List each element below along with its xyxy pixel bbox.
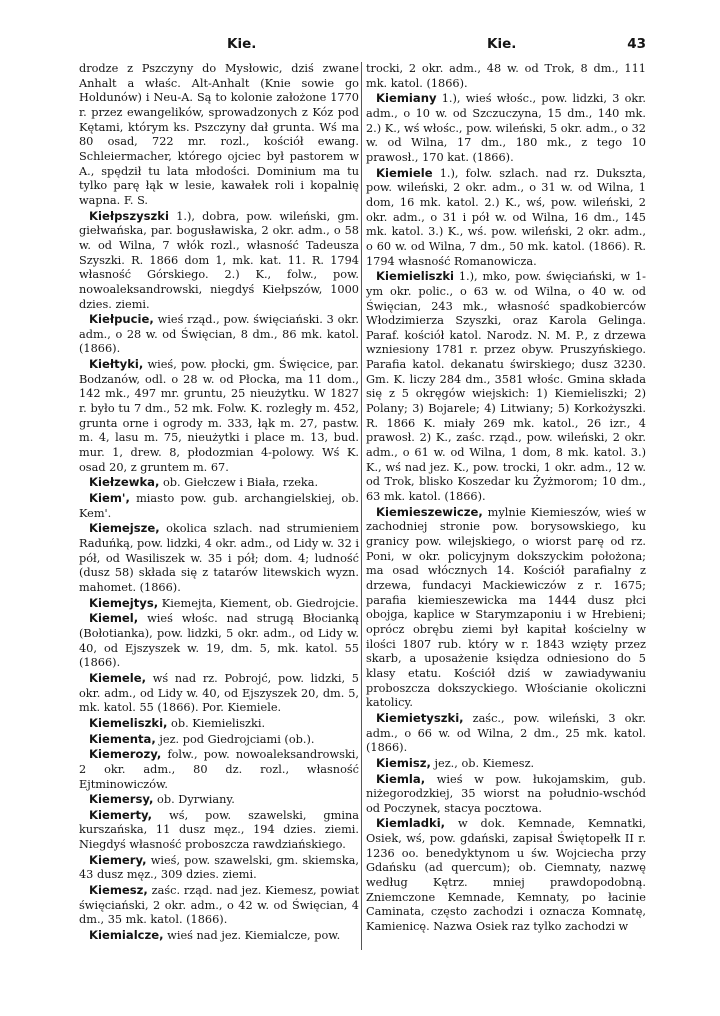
entry-text: Kiemejta, Kiement, ob. Giedrojcie. [161,596,359,610]
dictionary-entry [79,596,359,612]
dictionary-entry [79,808,359,853]
entry-text: wś nad rz. Pobrojć, pow. lidzki, 5 okr. adm., od Lidy w. 40, od Ejszyszek 20, dm. 5, mk. katol. 55 (1866). Por. Kiemiele. [79,671,359,715]
entry-headword: Kiełpucie, [89,312,154,327]
dictionary-entry [79,928,359,944]
entry-text: ob. Giełczew i Biała, rzeka. [162,476,319,490]
entry-headword: Kiemejsze, [89,521,160,536]
entry-text: w dok. Kemnade, Kemnatki, Osiek, wś, pow. gdański, zapisał Świętopełk II r. 1236 oo. benedyktynom u św. Wojciecha przy Gdańsku (ad quercum); ob. Ciemnaty, nazwę według Kętrz. mniej prawdopodobną. Zniemczone Kemnade, Kemnaty, po łacinie Caminata, często zachodzi i oznacza Komnatę, Kamienicę. Nazwa Osiek raz tylko zachodzi w [366,817,647,934]
dictionary-entry [366,756,646,772]
dictionary-entry [366,269,646,505]
dictionary-entry [79,491,359,521]
entry-text: miasto pow. gub. archangielskiej, ob. Kem'. [79,492,360,520]
entry-text: 1.), folw. szlach. nad rz. Dukszta, pow. wileński, 2 okr. adm., o 31 w. od Wilna, 1 dom, 16 mk. katol. 2.) K., wś, pow. wileński, 2 okr. adm., o 31 i pół w. od Wilna, 16 dm., 145 mk. katol. 3.) K., wś. pow. wileński, 2 okr. adm., o 60 w. od Wilna, 7 dm., 50 mk. katol. (1866). R. 1794 własność Romanowicza. [366,166,646,268]
column-divider [361,62,362,950]
entry-headword: Kiemiany [376,91,437,106]
entry-text: okolica szlach. nad strumieniem Raduńką, pow. lidzki, 4 okr. adm., od Lidy w. 32 i pół, od Wasiliszek w. 35 i pół; dom. 4; ludność (dusz 58) składa się z tatarów litewskich wyzn. mahomet. (1866). [79,522,360,594]
entry-text: trocki, 2 okr. adm., 48 w. od Trok, 8 dm., 111 mk. katol. (1866). [366,62,646,90]
entry-text: jez., ob. Kiemesz. [434,756,535,770]
dictionary-entry [79,611,359,671]
entry-text: ob. Dyrwiany. [157,793,235,807]
entry-headword: Kiemerozy, [89,747,162,762]
entry-text: mylnie Kiemieszów, wieś w zachodniej stronie pow. borysowskiego, ku granicy pow. wilejskiego, o wiorst parę od rz. Poni, w okr. policyjnym dokszyckim położona; ma osad włócznych 14. Kościół parafialny z drzewa, fundacyi Mackiewiczów z r. 1675; parafia kiemieszewicka ma 1444 dusz płci obojga, kaplice w Starymzaponiu i w Hrebieni; oprócz obrębu ziemi był kapitał kościelny w ilości 1807 rub. który w r. 1843 wzięty przez skarb, a uposażenie księdza odniesiono do 5 klasy etatu. Kościół dziś w zawiadywaniu proboszcza dokszyckiego. Włościanie okoliczni katolicy. [366,505,646,710]
dictionary-entry [79,209,359,313]
dictionary-entry [79,732,359,748]
dictionary-entry [366,505,646,711]
entry-headword: Kiemery, [89,852,147,867]
entry-headword: Kiemialcze, [89,928,164,943]
header-right-guideword: Kie. [487,36,517,52]
text-columns [79,62,646,944]
entry-text: 1.), wieś włośc., pow. lidzki, 3 okr. adm., o 10 w. od Szczuczyna, 15 dm., 140 mk. 2.) K., wś włośc., pow. wileński, 5 okr. adm., o 32 w. od Wilna, 17 dm., 180 mk., z tego 10 prawosł., 170 kat. (1866). [366,92,646,164]
entry-headword: Kiemisz, [376,755,431,770]
dictionary-entry [366,816,646,934]
dictionary-entry [79,671,359,716]
entry-text: wieś włośc. nad strugą Błocianką (Bołotianka), pow. lidzki, 5 okr. adm., od Lidy w. 40, od Ejszyszek w. 19, dm. 5, mk. katol. 55 (1866). [79,612,360,670]
entry-text: wieś, pow. szawelski, gm. skiemska, 43 dusz męz., 309 dzies. ziemi. [79,853,359,882]
left-column [79,62,359,944]
dictionary-entry [366,772,646,817]
entry-headword: Kiemeliszki, [89,715,168,730]
dictionary-entry [79,521,359,595]
entry-headword: Kiemel, [89,611,139,626]
dictionary-entry [366,711,646,756]
entry-text: zaśc. rząd. nad jez. Kiemesz, powiat święciański, 2 okr. adm., o 42 w. od Święcian, 4 dm., 35 mk. katol. (1866). [79,884,360,927]
entry-headword: Kiełzewka, [89,475,160,490]
entry-text: folw., pow. nowoaleksandrowski, 2 okr. adm., 80 dz. rozl., własność Ejtminowiczów. [79,748,359,791]
entry-headword: Kiemerty, [89,807,153,822]
entry-headword: Kiemesz, [89,883,148,898]
entry-text: drodze z Pszczyny do Mysłowic, dziś zwane Anhalt a właśc. Alt-Anhalt (Knie sowie go Holdunów) i Neu-A. Są to kolonie założone 1770 r. przez ewangelików, sprowadzonych z Kóz pod Kętami, którym ks. Pszczyny dał grunta. Wś ma 80 osad, 722 mr. rozl., kościół ewang. Schleiermacher, którego ojciec był pastorem w A., spędził tu lata młodości. Dominium ma tu tylko parę łąk w lesie, kawałek roli i kopalnię wapna. F. S. [79,62,359,207]
entry-text: ob. Kiemieliszki. [171,716,266,730]
dictionary-entry [79,312,359,357]
dictionary-entry [79,62,359,209]
entry-text: zaśc., pow. wileński, 3 okr. adm., o 66 w. od Wilna, 2 dm., 25 mk. katol. (1866). [366,711,646,755]
dictionary-entry [366,166,646,270]
dictionary-entry [79,475,359,491]
dictionary-entry [79,716,359,732]
header-left-guideword: Kie. [227,36,257,52]
entry-headword: Kiemersy, [89,792,154,807]
entry-text: 1.), mko, pow. święciański, w 1-ym okr. polic., o 63 w. od Wilna, o 40 w. od Święcian, 243 mk., własność spadkobierców Włodzimierza Szyszki, oraz Karola Gelinga. Paraf. kościół katol. Narodz. N. M. P., z drzewa wzniesiony 1781 r. przez obyw. Pruszyńskiego. Parafia katol. dekanatu świrskiego; dusz 3230. Gm. K. liczy 284 dm., 3581 włośc. Gmina składa się z 5 okręgów wiejskich: 1) Kiemieliszki; 2) Polany; 3) Bojarele; 4) Litwiany; 5) Korkożyszki. R. 1866 K. miały 269 mk. katol., 26 izr., 4 prawosł. 2) K., zaśc. rząd., pow. wileński, 2 okr. adm., o 61 w. od Wilna, 1 dom, 8 mk. katol. 3.) K., wś nad jez. K., pow. trocki, 1 okr. adm., 12 w. od Trok, blisko Koszedar ku Żyżmorom; 10 dm., 63 mk. katol. (1866). [366,270,646,504]
entry-text: jez. pod Giedrojciami (ob.). [159,732,315,746]
entry-headword: Kiemla, [376,771,426,786]
entry-headword: Kiemele, [89,670,147,685]
entry-headword: Kiemieliszki [376,269,455,284]
entry-headword: Kiełpszyszki [89,208,169,223]
entry-text: wieś, pow. płocki, gm. Święcice, par. Bodzanów, odl. o 28 w. od Płocka, ma 11 dom., 142 mk., 497 mr. gruntu, 25 nieużytku. W 1827 r. było tu 7 dm., 52 mk. Folw. K. rozległy m. 452, grunta orne i ogrody m. 333, łąk m. 27, pastw. m. 4, lasu m. 75, nieużytki i place m. 13, bud. mur. 1, drew. 8, płodozmian 4-polowy. Wś K. osad 20, z gruntem m. 67. [79,358,359,474]
dictionary-entry [79,357,359,475]
entry-text: wieś w pow. łukojamskim, gub. niżegorodzkiej, 35 wiorst na południo-wschód od Poczynek, stacya pocztowa. [366,772,646,815]
entry-text: wś, pow. szawelski, gmina kurszańska, 11 dusz męz., 194 dzies. ziemi. Niegdyś własność proboszcza rawdziańskiego. [79,808,360,852]
dictionary-entry [79,853,359,883]
dictionary-entry [366,62,646,91]
entry-headword: Kiemietyszki, [376,710,464,725]
entry-headword: Kiemejtys, [89,595,159,610]
entry-text: wieś nad jez. Kiemialcze, pow. [167,929,341,943]
entry-headword: Kiemiele [376,165,433,180]
dictionary-entry [366,91,646,165]
entry-headword: Kiełtyki, [89,357,144,372]
entry-headword: Kiemladki, [376,816,446,831]
running-header [79,30,646,62]
dictionary-entry [79,883,359,928]
right-column [366,62,646,944]
entry-text: wieś rząd., pow. święciański. 3 okr. adm., o 28 w. od Święcian, 8 dm., 86 mk. katol. (1866). [79,313,359,356]
entry-text: 1.), dobra, pow. wileński, gm. giełwańska, par. bogusławiska, 2 okr. adm., o 58 w. od Wilna, 7 włók rozl., własność Tadeusza Szyszki. R. 1866 dom 1, mk. kat. 11. R. 1794 własność Górskiego. 2.) K., folw., pow. nowoaleksandrowski, niegdyś Kiełpszów, 1000 dzies. ziemi. [79,209,359,311]
entry-headword: Kiem', [89,491,130,506]
dictionary-entry [79,792,359,808]
entry-headword: Kiementa, [89,731,156,746]
dictionary-entry [79,747,359,792]
page-number: 43 [627,36,646,52]
entry-headword: Kiemieszewicze, [376,504,483,519]
